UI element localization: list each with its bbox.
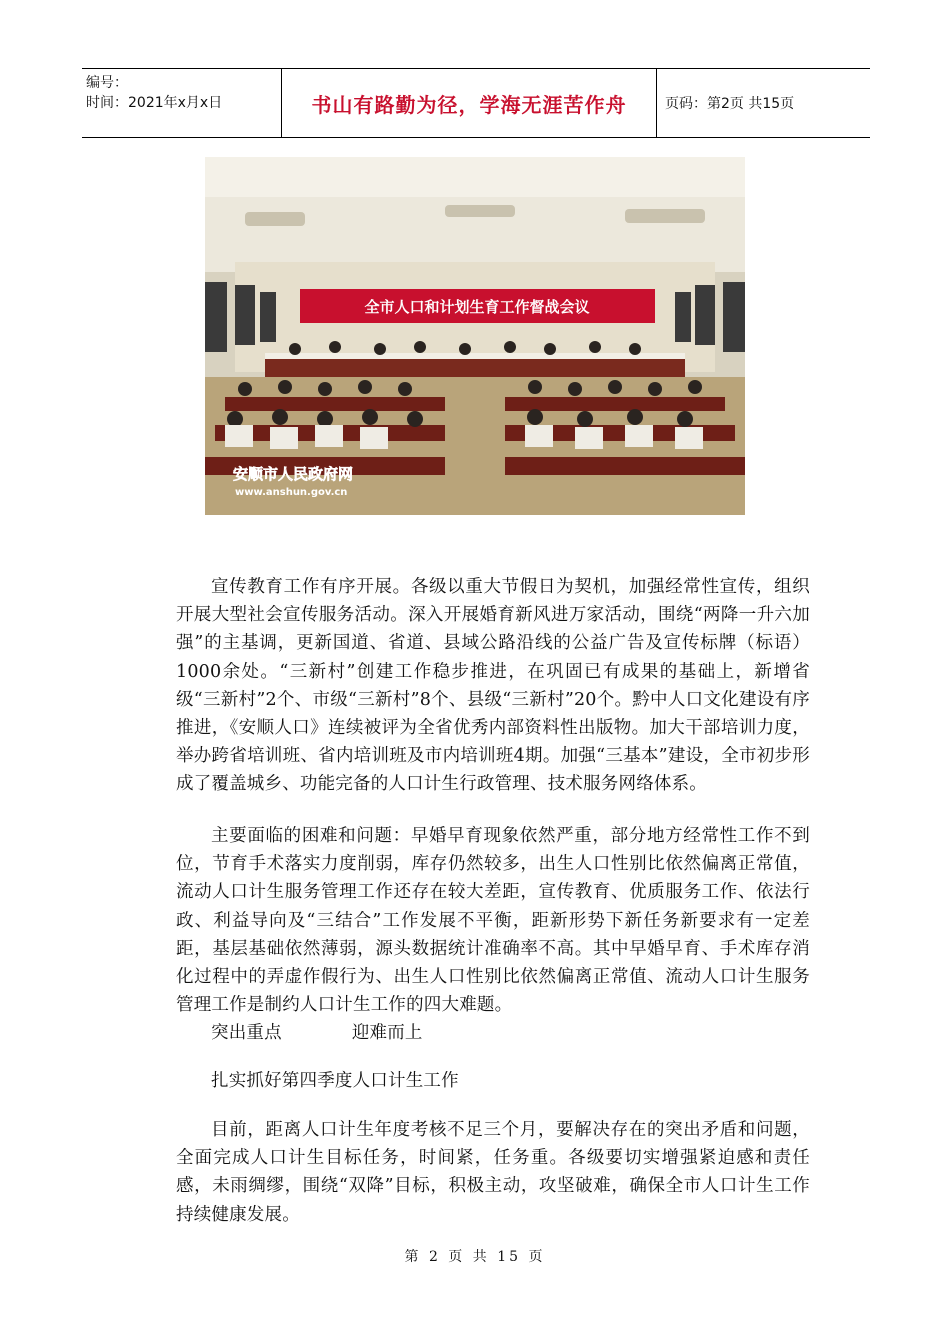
- meeting-photo-illustration: [205, 157, 745, 515]
- page-footer: 第 2 页 共 15 页: [404, 1249, 546, 1265]
- watermark-url: www.anshun.gov.cn: [235, 487, 348, 498]
- banner-text: 全市人口和计划生育工作督战会议: [364, 298, 590, 316]
- paragraph-text: 目前，距离人口计生年度考核不足三个月，要解决存在的突出矛盾和问题，全面完成人口计生目标任务，时间紧，任务重。各级要切实增强紧迫感和责任感，未雨绸缪，围绕“双降”目标，积极主动，攻坚破难，确保全市人口计生工作持续健康发展。: [176, 1120, 810, 1225]
- header-motto: 书山有路勤为径，学海无涯苦作舟: [282, 69, 657, 137]
- paragraph-text: 宣传教育工作有序开展。各级以重大节假日为契机，加强经常性宣传，组织开展大型社会宣传服务活动。深入开展婚育新风进万家活动，围绕“两降一升六加强”的主基调，更新国道、省道、县域公路沿线的公益广告及宣传标牌（标语）1000余处。“三新村”创建工作稳步推进，在巩固已有成果的基础上，新增省级“三新村”2个、市级“三新村”8个、县级“三新村”20个。黔中人口文化建设有序推进，《安顺人口》连续被评为全省优秀内部资料性出版物。加大干部培训力度，举办跨省培训班、省内培训班及市内培训班4期。加强“三基本”建设，全市初步形成了覆盖城乡、功能完备的人口计生行政管理、技术服务网络体系。: [176, 577, 810, 795]
- paragraph-text: 主要面临的困难和问题：早婚早育现象依然严重，部分地方经常性工作不到位，节育手术落实力度削弱，库存仍然较多，出生人口性别比依然偏离正常值，流动人口计生服务管理工作还存在较大差距，宣传教育、优质服务工作、依法行政、利益导向及“三结合”工作发展不平衡，距新形势下新任务新要求有一定差距，基层基础依然薄弱，源头数据统计准确率不高。其中早婚早育、手术库存消化过程中的弄虚作假行为、出生人口性别比依然偏离正常值、流动人口计生服务管理工作是制约人口计生工作的四大难题。: [176, 826, 810, 1016]
- heading-part-2: 迎难而上: [351, 1023, 423, 1043]
- header-page-label: 页码：第2页 共15页: [665, 96, 795, 112]
- heading-fourth-quarter: [176, 1067, 810, 1095]
- watermark-title: 安顺市人民政府网: [233, 465, 354, 483]
- paragraph-publicity: [176, 573, 810, 799]
- meeting-photo: [205, 157, 745, 515]
- header-meta: [82, 69, 282, 137]
- heading-part-1: 突出重点: [211, 1023, 282, 1043]
- paragraph-current: [176, 1116, 810, 1229]
- heading-focus: [176, 1019, 810, 1047]
- heading-text: 扎实抓好第四季度人口计生工作: [211, 1071, 459, 1091]
- number-label: 编号：: [86, 75, 128, 91]
- paragraph-difficulties: [176, 822, 810, 1019]
- document-header: [82, 68, 870, 138]
- time-label: 时间：2021年x月x日: [86, 95, 223, 111]
